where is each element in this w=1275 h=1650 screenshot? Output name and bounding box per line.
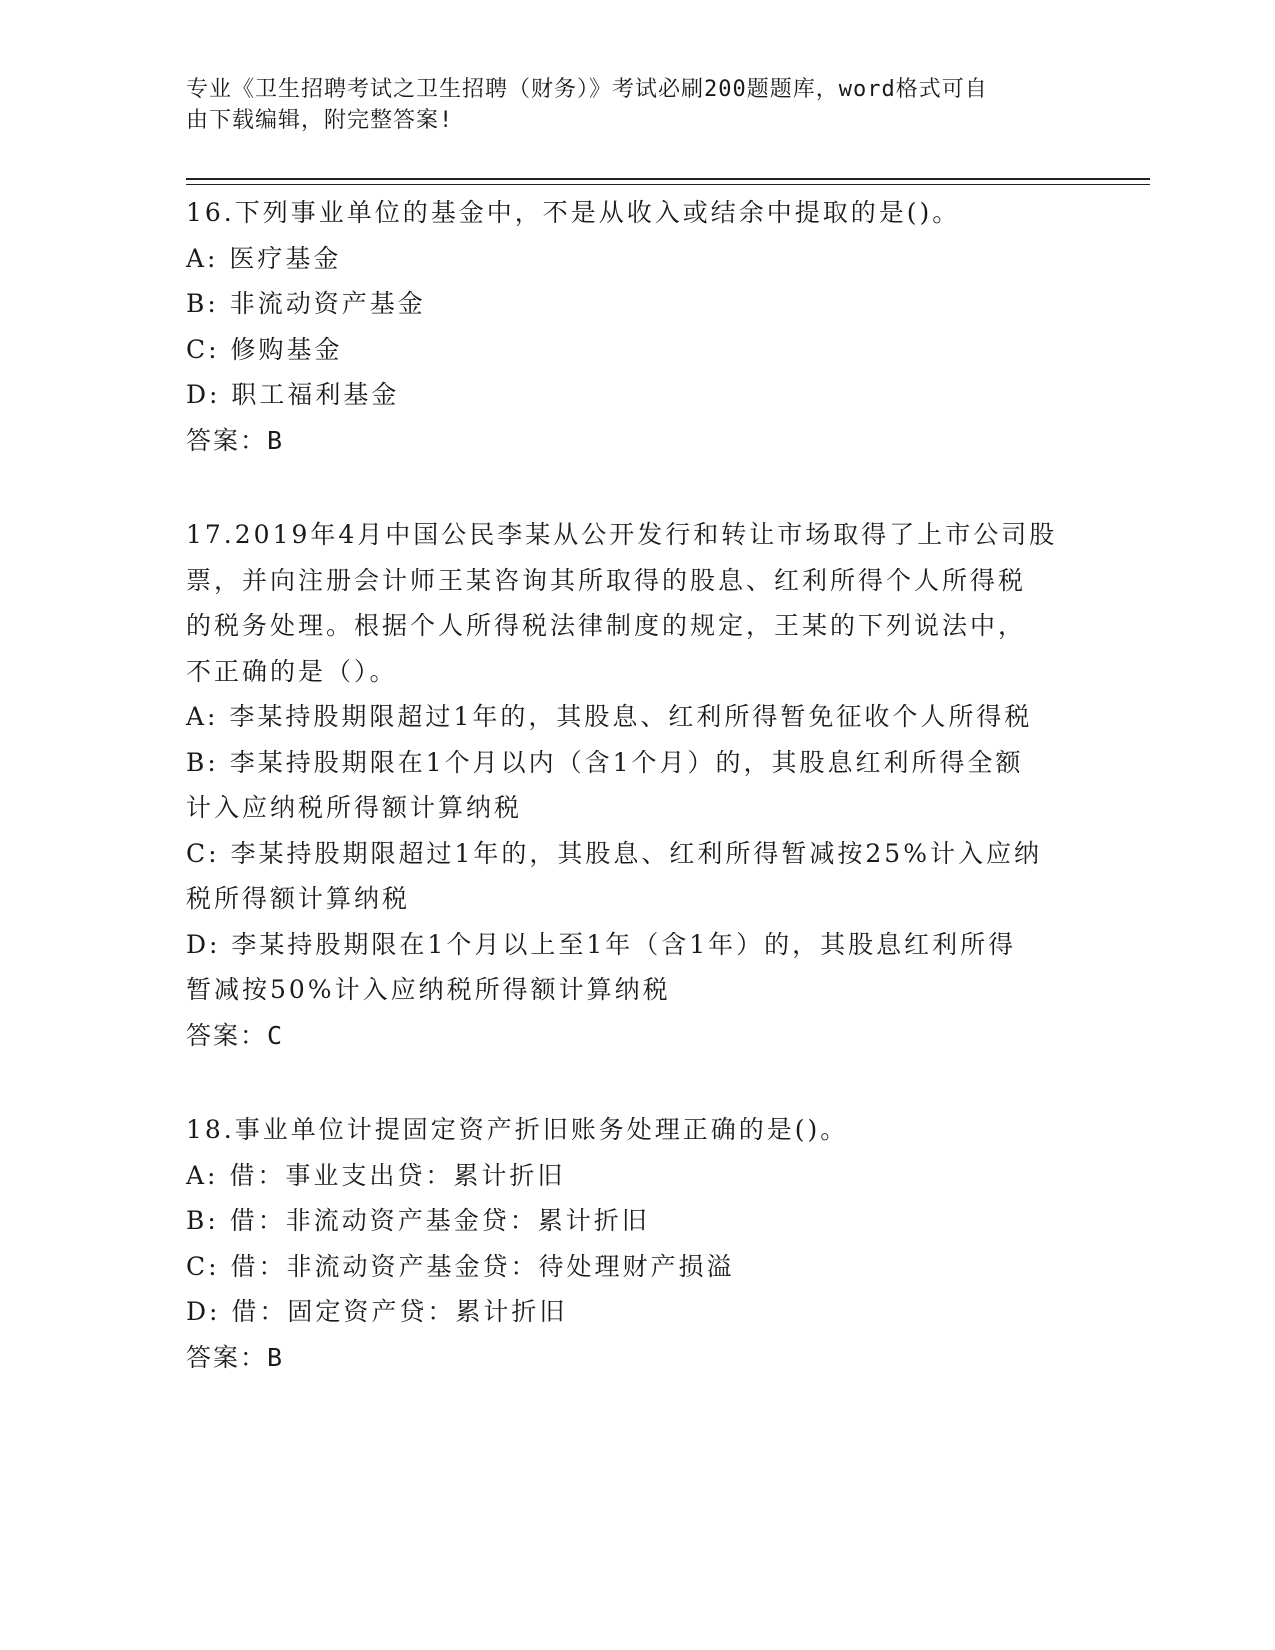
option-d [186, 922, 1086, 1013]
header-line-2: 由下载编辑，附完整答案! [186, 108, 454, 133]
document-header [186, 74, 1086, 136]
option-a [186, 1153, 1086, 1199]
option-line: A: 医疗基金 [186, 243, 342, 273]
header-divider-thin [186, 184, 1150, 185]
question-17 [186, 512, 1086, 1058]
stem-line: 17.2019年4月中国公民李某从公开发行和转让市场取得了上市公司股 [186, 520, 1058, 549]
option-line: C: 借：非流动资产基金贷：待处理财产损溢 [186, 1251, 735, 1281]
question-list [186, 190, 1086, 1429]
answer-line: 答案：B [186, 1342, 285, 1372]
answer-line: 答案：B [186, 425, 285, 455]
option-line: D: 职工福利基金 [186, 380, 400, 409]
option-b [186, 1198, 1086, 1244]
option-line: B: 借：非流动资产基金贷：累计折旧 [186, 1206, 650, 1235]
question-16 [186, 190, 1086, 463]
stem-line: 的税务处理。根据个人所得税法律制度的规定，王某的下列说法中， [186, 611, 1027, 640]
option-line: A: 借：事业支出贷：累计折旧 [186, 1160, 566, 1190]
option-line: B: 李某持股期限在1个月以内（含1个月）的，其股息红利所得全额 [186, 747, 1024, 777]
option-b [186, 740, 1086, 831]
option-line: 税所得额计算纳税 [186, 884, 411, 913]
question-18 [186, 1107, 1086, 1380]
option-d [186, 372, 1086, 418]
option-b [186, 281, 1086, 327]
option-line: D: 李某持股期限在1个月以上至1年（含1年）的，其股息红利所得 [186, 929, 1017, 959]
option-line: D: 借：固定资产贷：累计折旧 [186, 1297, 568, 1326]
option-line: B: 非流动资产基金 [186, 289, 426, 318]
answer-line: 答案：C [186, 1020, 285, 1050]
option-d [186, 1289, 1086, 1335]
question-stem [186, 512, 1086, 694]
stem-line: 票，并向注册会计师王某咨询其所取得的股息、红利所得个人所得税 [186, 565, 1027, 595]
option-a [186, 694, 1086, 740]
option-c [186, 327, 1086, 373]
option-c [186, 831, 1086, 922]
option-line: C: 李某持股期限超过1年的，其股息、红利所得暂减按25%计入应纳 [186, 838, 1042, 868]
question-stem [186, 1107, 1086, 1153]
header-line-1: 专业《卫生招聘考试之卫生招聘（财务）》考试必刷200题题库，word格式可自 [186, 77, 988, 102]
option-a [186, 236, 1086, 282]
header-divider-thick [186, 178, 1150, 180]
option-line: 暂减按50%计入应纳税所得额计算纳税 [186, 975, 671, 1004]
stem-line: 不正确的是（）。 [186, 656, 398, 686]
option-line: C: 修购基金 [186, 334, 343, 364]
option-line: 计入应纳税所得额计算纳税 [186, 793, 523, 822]
option-line: A: 李某持股期限超过1年的，其股息、红利所得暂免征收个人所得税 [186, 702, 1033, 731]
stem-line: 18.事业单位计提固定资产折旧账务处理正确的是()。 [186, 1115, 849, 1144]
question-stem [186, 190, 1086, 236]
stem-line: 16.下列事业单位的基金中，不是从收入或结余中提取的是()。 [186, 198, 961, 227]
option-c [186, 1244, 1086, 1290]
